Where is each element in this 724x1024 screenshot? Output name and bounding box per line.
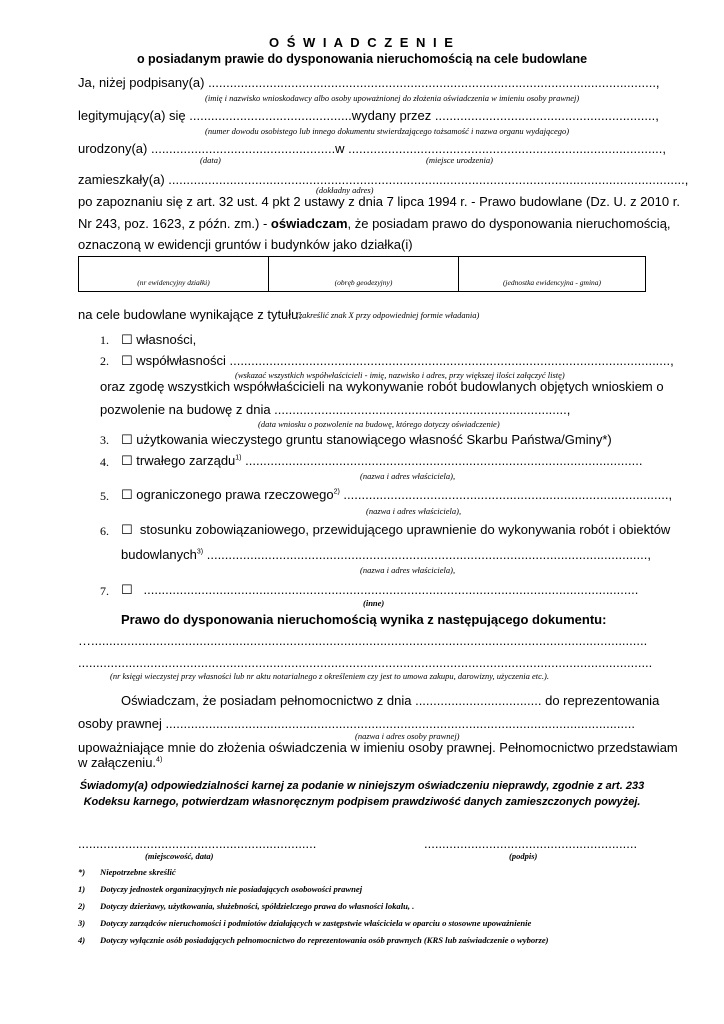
item-4: ☐ trwałego zarządu$^{1)}$ .............................................................................................................. [121,453,643,468]
item-2-caption: (wskazać wszystkich współwłaścicieli - imię, nazwisko i adres, przy większej ilości załączyć listę) [235,370,565,380]
item-6-continued: budowlanych$^{3)}$ .........................................................................................................................., [121,547,651,562]
name-caption: (imię i nazwisko wnioskodawcy albo osoby upoważnionej do złożenia oświadczenia w imieniu osoby prawnej) [205,93,580,103]
proxy-line-2: osoby prawnej .................................................................................................................................. [78,716,635,731]
statement-line-3: oznaczoną w ewidencji gruntów i budynków jako działka(i) [78,237,413,252]
item-6-checkbox[interactable]: ☐ [121,522,133,537]
footnote-marker-0: *) [78,867,86,877]
place-date-field[interactable]: .................................................................. [78,836,317,851]
item-7: ☐ ......................................................................................................................................... [121,582,639,597]
proxy-caption: (nazwa i adres osoby prawnej) [355,731,460,741]
item-2-number: 2. [100,354,109,368]
item-4-caption: (nazwa i adres właściciela), [360,471,456,481]
address-line: zamieszkały(a) ..............................................................................................................................................., [78,172,689,187]
parcel-number-cell[interactable]: (nr ewidencyjny działki) [79,257,269,292]
birth-line: urodzony(a) ...................................................w ......................................................................................., [78,141,667,156]
item-6-number: 6. [100,524,109,538]
id-line: legitymujący(a) się .............................................wydany przez ............................................................., [78,108,659,123]
liability-line-1: Świadomy(a) odpowiedzialności karnej za podanie w niniejszym oświadczeniu nieprawdy, zgodnie z art. 233 [79,780,645,792]
document-heading: Prawo do dysponowania nieruchomością wynika z następującego dokumentu: [121,612,607,627]
item-6-caption: (nazwa i adres właściciela), [360,565,456,575]
item-6: ☐ stosunku zobowiązaniowego, przewidującego uprawnienie do wykonywania robót i obiektów [121,522,671,537]
footnote-marker-4: 4) [78,935,86,945]
purpose-note: (zakreślić znak X przy odpowiedniej formie władania) [296,310,480,320]
footnote-2: Dotyczy dzierżawy, użytkowania, służebności, spółdzielczego prawa do własności lokalu, . [100,901,415,911]
item-4-number: 4. [100,455,109,469]
document-line-1: ….......................................................................................................................................................... [78,633,648,648]
item-5-number: 5. [100,489,109,503]
item-2-checkbox[interactable]: ☐ [121,353,133,368]
purpose-text: na cele budowlane wynikające z tytułu: [78,307,303,322]
item-7-checkbox[interactable]: ☐ [121,582,133,597]
footnote-3: Dotyczy zarządców nieruchomości i podmiotów działających w zastępstwie właściciela w oparciu o stosowne upoważnienie [100,918,532,928]
item-7-number: 7. [100,584,109,598]
footnote-marker-2: 2) [78,901,86,911]
item-3-checkbox[interactable]: ☐ [121,432,133,447]
item-7-caption: (inne) [363,598,385,608]
footnote-4: Dotyczy wyłącznie osób posiadających pełnomocnictwo do reprezentowania osób prawnych (KRS lub zaświadczenie o wyborze) [100,935,549,945]
item-2-permit-date: pozwolenie na budowę z dnia ................................................................................., [100,402,571,417]
item-2-consent: oraz zgodę wszystkich współwłaścicieli na wykonywanie robót budowlanych objętych wnioskiem o [100,379,664,394]
item-2: ☐ współwłasności .........................................................................................................................., [121,353,674,368]
parcel-precinct-cell[interactable]: (obręb geodezyjny) [269,257,459,292]
birth-place-caption: (miejsce urodzenia) [426,155,493,165]
parcel-municipality-cell[interactable]: (jednostka ewidencyjna - gmina) [459,257,646,292]
item-3: ☐ użytkowania wieczystego gruntu stanowiącego własność Skarbu Państwa/Gminy*) [121,432,612,447]
proxy-line-3: upoważniające mnie do złożenia oświadczenia w imieniu osoby prawnej. Pełnomocnictwo przedstawiam [78,740,678,755]
document-line-2: ............................................................................................................................................................... [78,655,653,670]
footnote-marker-1: 1) [78,884,86,894]
footnote-0: Niepotrzebne skreślić [100,867,176,877]
item-4-checkbox[interactable]: ☐ [121,453,133,468]
proxy-line-1: Oświadczam, że posiadam pełnomocnictwo z dnia ................................... do reprezentowania [121,693,660,708]
proxy-line-4: w załączeniu.$^{4)}$ [78,755,163,770]
item-2-permit-caption: (data wniosku o pozwolenie na budowę, którego dotyczy oświadczenie) [258,419,500,429]
place-date-caption: (miejscowość, data) [145,851,214,861]
item-3-number: 3. [100,433,109,447]
liability-line-2: Kodeksu karnego, potwierdzam własnoręcznym podpisem prawdziwość danych zamieszczonych powyżej. [83,796,641,808]
parcel-table [78,256,646,292]
item-5-checkbox[interactable]: ☐ [121,487,133,502]
footnote-1: Dotyczy jednostek organizacyjnych nie posiadających osobowości prawnej [100,884,363,894]
item-1-number: 1. [100,333,109,347]
item-1-checkbox[interactable]: ☐ [121,332,133,347]
page-title: O Ś W I A D C Z E N I E [269,35,455,50]
id-caption: (numer dowodu osobistego lub innego dokumentu stwierdzającego tożsamość i nazwa organu wydającego) [205,126,570,136]
item-5: ☐ ograniczonego prawa rzeczowego$^{2)}$ .........................................................................................., [121,487,673,502]
statement-line-2: Nr 243, poz. 1623, z późn. zm.) - oświadczam, że posiadam prawo do dysponowania nieruchomością, [78,216,671,231]
item-1: ☐ własności, [121,332,197,347]
signature-caption: (podpis) [509,851,538,861]
page-subtitle: o posiadanym prawie do dysponowania nieruchomością na cele budowlane [136,52,588,66]
footnote-marker-3: 3) [78,918,86,928]
name-line: Ja, niżej podpisany(a) ............................................................................................................................, [78,75,660,90]
document-caption: (nr księgi wieczystej przy własności lub nr aktu notarialnego z określeniem czy jest to umowa zakupu, darowizny, użyczenia etc.). [110,671,549,681]
signature-field[interactable]: ........................................................... [424,836,638,851]
statement-line-1: po zapoznaniu się z art. 32 ust. 4 pkt 2 ustawy z dnia 7 lipca 1994 r. - Prawo budowlane (Dz. U. z 2010 r. [78,194,680,209]
birth-date-caption: (data) [200,155,221,165]
address-caption: (dokładny adres) [316,185,374,195]
item-5-caption: (nazwa i adres właściciela), [366,506,462,516]
